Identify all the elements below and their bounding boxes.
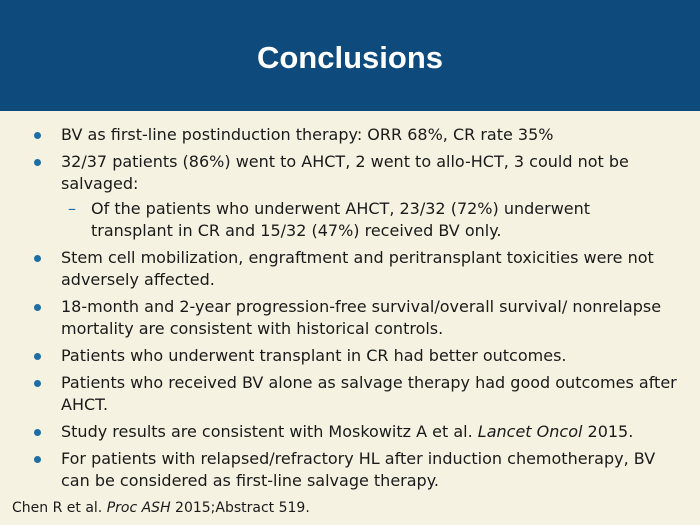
- bullet-item: [0, 151, 700, 242]
- citation-authors: Chen R et al.: [12, 500, 103, 516]
- slide-title: Conclusions: [256, 39, 443, 75]
- dash-marker-icon: –: [68, 199, 76, 218]
- bullet-dot-icon: [34, 456, 41, 463]
- sub-bullet-item: [0, 198, 678, 242]
- bullet-dot-icon: [34, 132, 41, 139]
- bullet-text-pre: Study results are consistent with Moskowitz A et al.: [61, 422, 473, 441]
- bullet-dot-icon: [34, 429, 41, 436]
- bullet-item: [0, 421, 700, 443]
- title-banner: [0, 0, 700, 111]
- bullet-item: [0, 448, 700, 492]
- bullet-item: [0, 296, 700, 340]
- sub-bullet-text: Of the patients who underwent AHCT, 23/32 (72%) underwent transplant in CR and 15/32 (47%) received BV only.: [91, 199, 591, 240]
- bullet-dot-icon: [34, 304, 41, 311]
- bullet-text: Patients who received BV alone as salvage therapy had good outcomes after AHCT.: [61, 373, 677, 414]
- bullet-item: [0, 345, 700, 367]
- bullet-item: [0, 372, 700, 416]
- bullet-item: [0, 247, 700, 291]
- bullet-dot-icon: [34, 353, 41, 360]
- bullet-text-post: 2015.: [587, 422, 634, 441]
- bullet-text: 32/37 patients (86%) went to AHCT, 2 went to allo-HCT, 3 could not be salvaged:: [61, 152, 629, 193]
- bullet-text: Stem cell mobilization, engraftment and peritransplant toxicities were not adversely affected.: [61, 248, 654, 289]
- bullet-text: BV as first-line postinduction therapy: ORR 68%, CR rate 35%: [61, 125, 554, 144]
- citation-details: 2015;Abstract 519.: [175, 500, 310, 516]
- citation-footnote: [12, 499, 310, 517]
- bullet-dot-icon: [34, 380, 41, 387]
- bullet-list: [0, 124, 700, 497]
- bullet-text: 18-month and 2-year progression-free survival/overall survival/ nonrelapse mortality are consistent with historical controls.: [61, 297, 662, 338]
- bullet-text: Patients who underwent transplant in CR had better outcomes.: [61, 346, 567, 365]
- bullet-dot-icon: [34, 255, 41, 262]
- bullet-item: [0, 124, 700, 146]
- bullet-text: For patients with relapsed/refractory HL after induction chemotherapy, BV can be considered as first-line salvage therapy.: [61, 449, 656, 490]
- journal-name: Lancet Oncol: [477, 422, 583, 441]
- citation-journal: Proc ASH: [106, 500, 171, 516]
- bullet-dot-icon: [34, 159, 41, 166]
